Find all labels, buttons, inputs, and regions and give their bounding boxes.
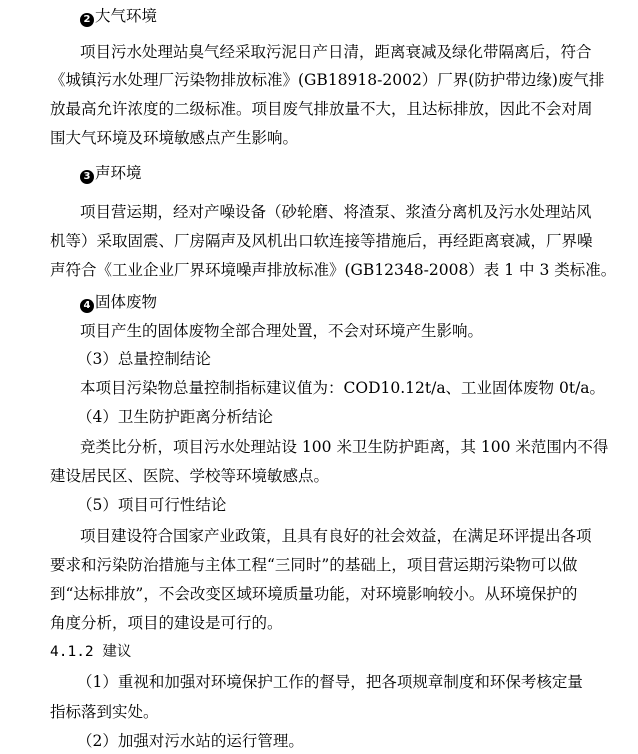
circled-number-3-icon: 3 <box>80 170 94 184</box>
paragraph-line: 到“达标排放”，不会改变区域环境质量功能，对环境影响较小。从环境保护的 <box>50 585 578 603</box>
paragraph-line: 围大气环境及环境敏感点产生影响。 <box>50 129 299 147</box>
paragraph-line: 声符合《工业企业厂界环境噪声排放标准》(GB12348-2008）表 1 中 3 类标准。 <box>50 261 617 279</box>
paragraph-line: 建设居民区、医院、学校等环境敏感点。 <box>50 467 330 485</box>
paragraph-line: 项目产生的固体废物全部合理处置，不会对环境产生影响。 <box>80 322 484 340</box>
section-heading-noise <box>80 163 142 184</box>
paragraph-line: 指标落到实处。 <box>50 703 159 721</box>
heading-text: 声环境 <box>95 164 142 182</box>
paragraph-line: 项目污水处理站臭气经采取污泥日产日清，距离衰减及绿化带隔离后，符合 <box>80 43 592 61</box>
paragraph-line: （2）加强对污水站的运行管理。 <box>77 732 304 750</box>
paragraph-line: （1）重视和加强对环境保护工作的督导，把各项规章制度和环保考核定量 <box>77 673 583 691</box>
paragraph-line: 机等）采取固震、厂房隔声及风机出口软连接等措施后，再经距离衰减，厂界噪 <box>50 232 593 250</box>
section-heading-feasibility: （5）项目可行性结论 <box>77 496 227 514</box>
circled-number-4-icon: 4 <box>80 299 94 313</box>
paragraph-line: 项目建设符合国家产业政策，且具有良好的社会效益，在满足环评提出各项 <box>80 527 592 545</box>
paragraph-line: 《城镇污水处理厂污染物排放标准》(GB18918-2002）厂界(防护带边缘)废气排 <box>50 71 605 89</box>
paragraph-line: 本项目污染物总量控制指标建议值为：COD10.12t/a、工业固体废物 0t/a。 <box>80 379 606 397</box>
section-heading-solid-waste <box>80 292 157 313</box>
heading-text: 大气环境 <box>95 7 158 25</box>
section-heading-protection-distance: （4）卫生防护距离分析结论 <box>77 408 273 426</box>
paragraph-line: 竞类比分析，项目污水处理站设 100 米卫生防护距离，其 100 米范围内不得 <box>80 438 609 456</box>
paragraph-line: 项目营运期，经对产噪设备（砂轮磨、将渣泵、浆渣分离机及污水处理站风 <box>80 203 592 221</box>
paragraph-line: 放最高允许浓度的二级标准。项目废气排放量不大，且达标排放，因此不会对周 <box>50 100 593 118</box>
section-heading-total-control: （3）总量控制结论 <box>77 350 211 368</box>
circled-number-2-icon: 2 <box>80 13 94 27</box>
section-heading-air <box>80 6 157 27</box>
section-heading-suggestions: 4.1.2 建议 <box>50 644 132 660</box>
paragraph-line: 角度分析，项目的建设是可行的。 <box>50 614 283 632</box>
heading-text: 固体废物 <box>95 293 158 311</box>
paragraph-line: 要求和污染防治措施与主体工程“三同时”的基础上，项目营运期污染物可以做 <box>50 556 578 574</box>
